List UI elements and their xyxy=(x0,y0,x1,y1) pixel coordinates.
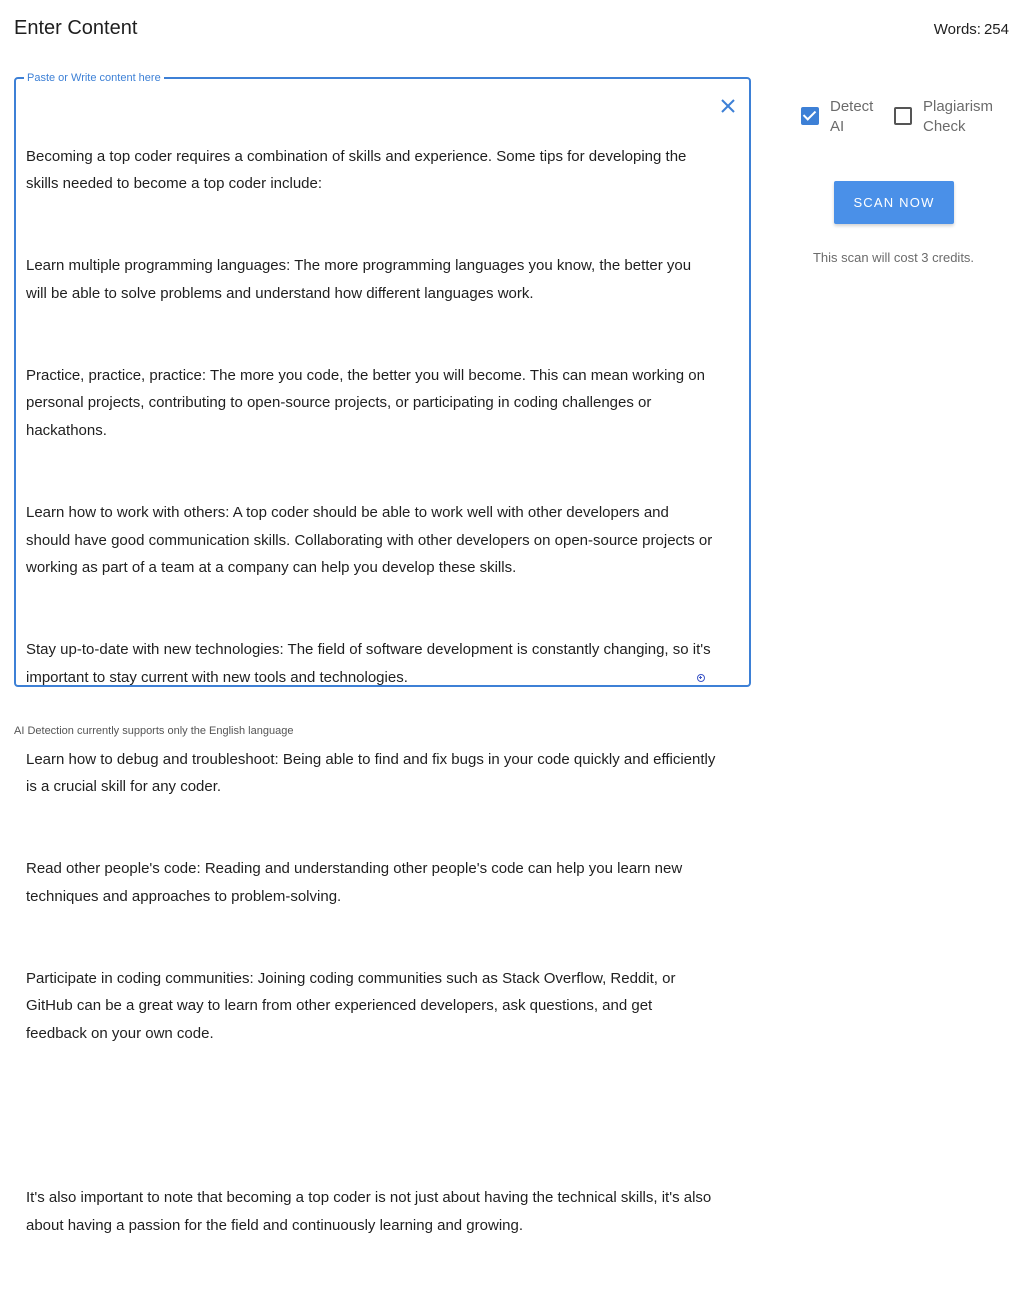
clear-content-button[interactable] xyxy=(719,97,737,115)
scan-cost-note: This scan will cost 3 credits. xyxy=(812,250,975,265)
content-paragraph: Read other people's code: Reading and understanding other people's code can help you learn new techniques and approaches to problem-solving. xyxy=(26,860,687,905)
plagiarism-label: Plagiarism Check xyxy=(923,98,994,135)
content-paragraph: Learn how to debug and troubleshoot: Being able to find and fix bugs in your code quickly and efficiently is a crucial skill for any coder. xyxy=(26,750,720,796)
blank-line xyxy=(26,1102,716,1129)
content-paragraph: Learn multiple programming languages: The more programming languages you know, the better you will be able to solve problems and understand how different languages work. xyxy=(26,257,696,302)
detect-ai-checkbox[interactable] xyxy=(801,107,819,125)
scan-now-button[interactable]: SCAN NOW xyxy=(834,181,954,224)
content-paragraph: Stay up-to-date with new technologies: The field of software development is constantly changing, so it's important to stay current with new tools and technologies. xyxy=(26,641,715,686)
content-paragraph: Practice, practice, practice: The more you code, the better you will become. This can mean working on personal projects, contributing to open-source projects, or participating in coding challenges or hackathons. xyxy=(26,367,710,439)
detect-ai-option[interactable] xyxy=(801,97,880,137)
plagiarism-checkbox[interactable] xyxy=(894,107,912,125)
scan-options xyxy=(801,97,1003,137)
word-count-label: Words: xyxy=(933,21,981,38)
detect-ai-label: Detect AI xyxy=(830,98,874,135)
content-paragraph: Learn how to work with others: A top coder should be able to work well with other developers and should have good communication skills. Collaborating with other developers on open-source projects or working as part of a team at a company can help you develop these skills. xyxy=(26,504,717,576)
content-paragraph: Becoming a top coder requires a combination of skills and experience. Some tips for developing the skills needed to become a top coder include: xyxy=(26,147,691,193)
content-paragraph: It's also important to note that becoming a top coder is not just about having the technical skills, it's also about having a passion for the field and continuously learning and growing. xyxy=(26,1189,716,1234)
language-support-note: AI Detection currently supports only the English language xyxy=(14,725,294,737)
resize-handle-icon[interactable] xyxy=(697,674,705,682)
word-count-value: 254 xyxy=(983,21,1009,38)
plagiarism-option[interactable] xyxy=(894,97,1003,137)
content-field-legend: Paste or Write content here xyxy=(24,71,164,85)
content-paragraph: Participate in coding communities: Joining coding communities such as Stack Overflow, Reddit, or GitHub can be a great way to learn from other experienced developers, ask questions, and get feedback on your own code. xyxy=(26,970,680,1042)
content-text[interactable] xyxy=(26,88,720,1294)
page-title: Enter Content xyxy=(14,17,138,39)
close-icon xyxy=(719,97,737,115)
word-count xyxy=(934,21,1009,38)
